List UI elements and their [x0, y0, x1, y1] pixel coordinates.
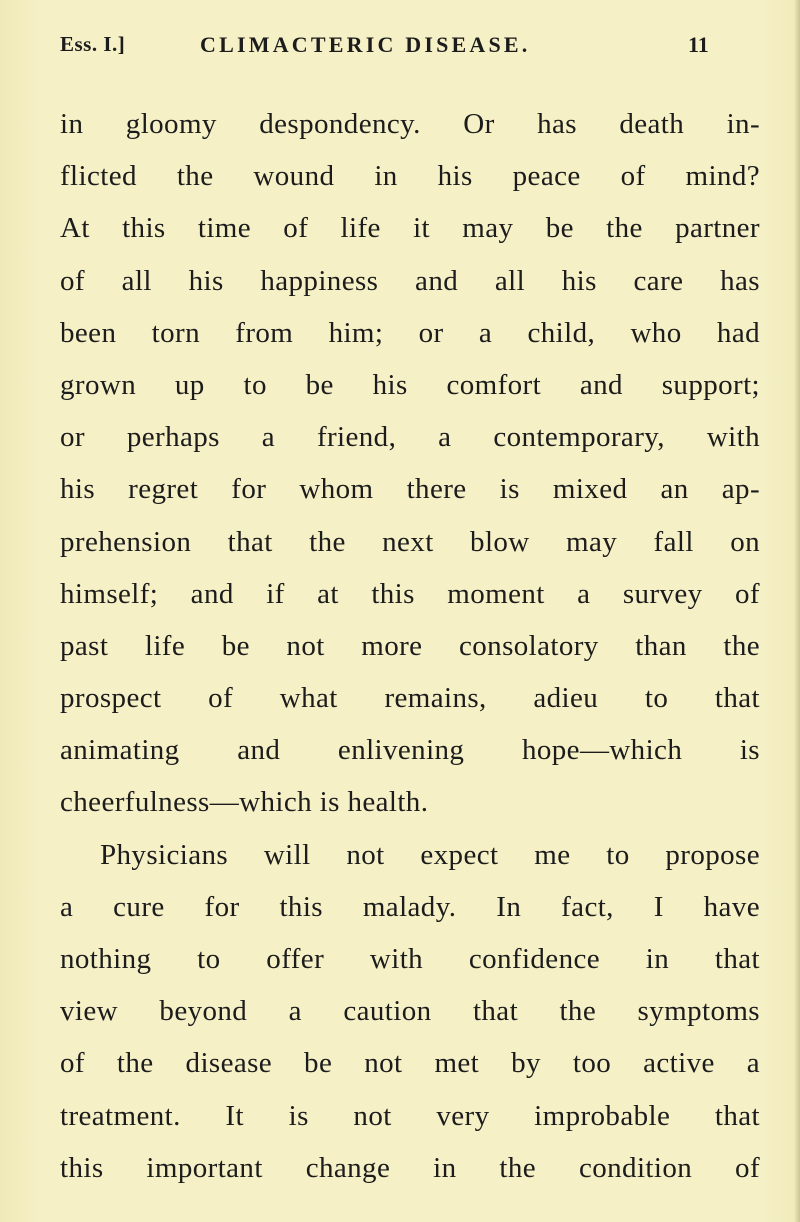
paragraph-2 — [60, 829, 760, 1194]
page-number: 11 — [688, 32, 709, 57]
text-line: cheerfulness—which is health. — [60, 786, 429, 819]
paragraph-1 — [60, 98, 760, 829]
text-line: grown up to be his comfort and support; — [60, 368, 760, 401]
running-head-essay: Ess. I.] — [60, 32, 126, 56]
text-line: past life be not more consolatory than the — [60, 629, 760, 662]
text-line: his regret for whom there is mixed an ap- — [60, 473, 760, 506]
text-line: Physicians will not expect me to propose — [100, 838, 760, 871]
text-line: in gloomy despondency. Or has death in- — [60, 108, 760, 140]
text-line: of all his happiness and all his care has — [60, 264, 760, 297]
body-text — [60, 98, 760, 1194]
text-line: view beyond a caution that the symptoms — [60, 995, 760, 1028]
text-line: nothing to offer with confidence in that — [60, 943, 760, 975]
text-line: At this time of life it may be the partner — [60, 212, 760, 245]
page-edge-shadow — [794, 0, 800, 1222]
running-header — [60, 32, 780, 62]
text-line: been torn from him; or a child, who had — [60, 316, 760, 349]
text-line: this important change in the condition of — [60, 1151, 760, 1184]
text-line: flicted the wound in his peace of mind? — [60, 160, 760, 193]
text-line: treatment. It is not very improbable that — [60, 1099, 760, 1132]
text-line: himself; and if at this moment a survey of — [60, 577, 760, 610]
text-line: animating and enlivening hope—which is — [60, 734, 760, 767]
text-line: or perhaps a friend, a contemporary, with — [60, 421, 760, 454]
text-line: prehension that the next blow may fall on — [60, 525, 760, 558]
text-line: of the disease be not met by too active a — [60, 1047, 760, 1080]
text-line: prospect of what remains, adieu to that — [60, 682, 760, 715]
running-head-title: CLIMACTERIC DISEASE. — [200, 32, 531, 57]
text-line: a cure for this malady. In fact, I have — [60, 890, 760, 923]
